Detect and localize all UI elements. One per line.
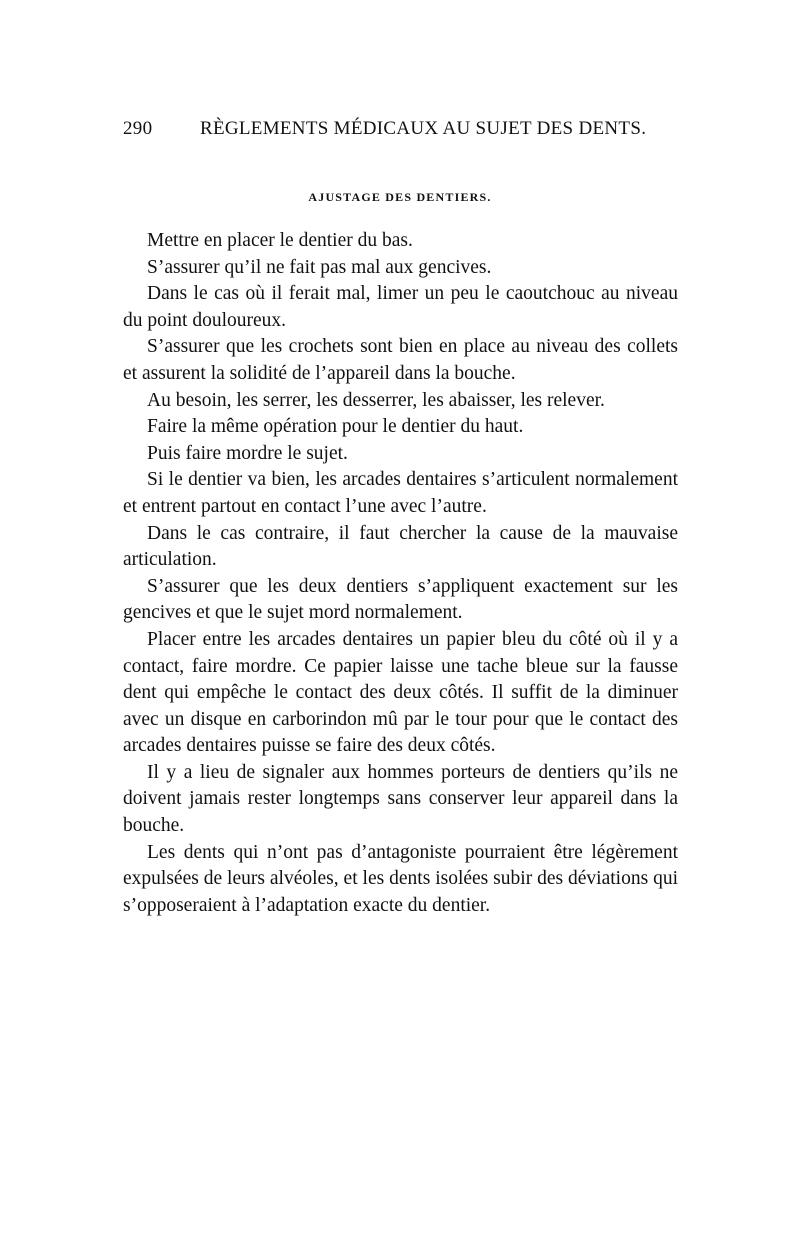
running-head — [123, 118, 647, 144]
section-title: AJUSTAGE DES DENTIERS. — [308, 190, 492, 204]
paragraph: Mettre en placer le dentier du bas. — [147, 230, 413, 251]
paragraph: Dans le cas où il ferait mal, limer un peu le caoutchouc au niveau du point douloureux. — [123, 283, 678, 331]
running-head-title: RÈGLEMENTS MÉDICAUX AU SUJET DES DENTS. — [200, 118, 647, 139]
paragraph: Il y a lieu de signaler aux hommes porteurs de dentiers qu’ils ne doivent jamais rester longtemps sans conserver leur appareil dans la bouche. — [123, 761, 678, 837]
paragraph: Puis faire mordre le sujet. — [147, 442, 348, 464]
paragraph: Au besoin, les serrer, les desserrer, les abaisser, les relever. — [147, 389, 605, 411]
paragraph: Les dents qui n’ont pas d’antagoniste pourraient être légèrement expulsées de leurs alvéoles, et les dents isolées subir des déviations qui s’opposeraient à l’adaptation exacte du dentier. — [123, 841, 678, 916]
body-text — [123, 228, 678, 919]
paragraph: Dans le cas contraire, il faut chercher la cause de la mauvaise articulation. — [123, 522, 678, 571]
paragraph: S’assurer que les crochets sont bien en place au niveau des collets et assurent la solidité de l’appareil dans la bouche. — [123, 336, 678, 384]
paragraph: S’assurer qu’il ne fait pas mal aux gencives. — [147, 256, 492, 278]
paragraph: Si le dentier va bien, les arcades dentaires s’articulent normalement et entrent partout en contact l’une avec l’autre. — [123, 469, 678, 517]
paragraph: S’assurer que les deux dentiers s’appliquent exactement sur les gencives et que le sujet mord normalement. — [123, 575, 678, 624]
paragraph: Faire la même opération pour le dentier du haut. — [147, 416, 524, 438]
paragraph: Placer entre les arcades dentaires un papier bleu du côté où il y a contact, faire mordre. Ce papier laisse une tache bleue sur la fausse dent qui empêche le contact des deux côtés. Il suffit de la diminuer avec un disque en carborindon mû par le tour pour que le contact des arcades dentaires puisse se faire des deux côtés. — [123, 628, 678, 757]
page-number: 290 — [123, 118, 153, 139]
